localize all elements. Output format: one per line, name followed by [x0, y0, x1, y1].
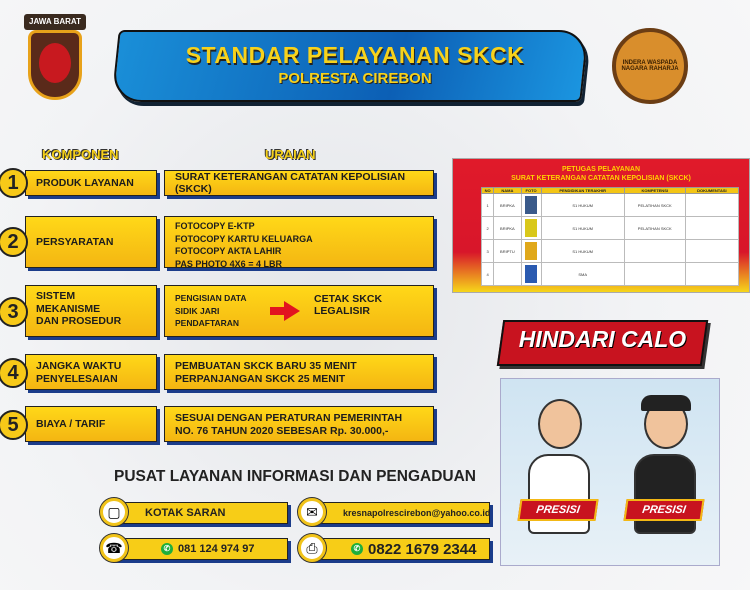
- uraian-2: FOTOCOPY E-KTP FOTOCOPY KARTU KELUARGA FOTOCOPY AKTA LAHIR PAS PHOTO 4X6 = 4 LBR: [164, 216, 434, 268]
- column-header-komponen: KOMPONEN: [42, 147, 119, 162]
- phone2-link[interactable]: 0822 1679 2344: [368, 540, 477, 558]
- table-row: 2 BRIPKA S1 HUKUM PELATIHAN SKCK: [482, 217, 739, 240]
- telephone-icon: ☎: [100, 534, 128, 562]
- whatsapp-icon: ✆: [351, 543, 363, 555]
- arrow-right-icon: [270, 301, 300, 321]
- row-number-2: 2: [0, 227, 28, 257]
- officers-table: NO NAMA FOTO PENDIDIKAN TERAKHIR KOMPETENSI DOKUMENTASI 1 BRIPKA S1 HUKUM PELATIHAN SKCK 2 BRIPKA S1 HUKUM PELATIHAN SKCK 3 BRIPTU S1 HUKUM 4 SMA: [481, 187, 739, 286]
- officer-photo: [525, 242, 537, 260]
- uraian-5: SESUAI DENGAN PERATURAN PEMERINTAH NO. 76 TAHUN 2020 SEBESAR Rp. 30.000,-: [164, 406, 434, 442]
- satlantas-seal-logo-icon: INDERA WASPADA NAGARA RAHARJA: [612, 28, 688, 104]
- komponen-2: PERSYARATAN: [25, 216, 157, 268]
- row-number-5: 5: [0, 410, 28, 440]
- officer-photo: [525, 265, 537, 283]
- officers-title: PETUGAS PELAYANAN: [561, 166, 641, 173]
- column-header-uraian: URAIAN: [265, 147, 316, 162]
- hindari-calo-text: HINDARI CALO: [518, 326, 687, 352]
- komponen-4: JANGKA WAKTU PENYELESAIAN: [25, 354, 157, 390]
- kotak-saran-pill: KOTAK SARAN: [108, 502, 288, 524]
- uraian-1: SURAT KETERANGAN CATATAN KEPOLISIAN (SKCK): [164, 170, 434, 196]
- page-subtitle: POLRESTA CIREBON: [278, 70, 432, 87]
- contact-section-title: PUSAT LAYANAN INFORMASI DAN PENGADUAN: [114, 468, 476, 485]
- phone1-pill: [108, 538, 288, 560]
- komponen-5: BIAYA / TARIF: [25, 406, 157, 442]
- fax-icon: ⎙: [298, 534, 326, 562]
- table-row: 3 BRIPTU S1 HUKUM: [482, 240, 739, 263]
- row-number-3: 3: [0, 297, 28, 327]
- table-row: 4 SMA: [482, 263, 739, 286]
- row-number-4: 4: [0, 358, 28, 388]
- email-link[interactable]: kresnapolrescirebon@yahoo.co.id: [343, 508, 491, 518]
- phone2-pill: [306, 538, 490, 560]
- row-number-1: 1: [0, 168, 28, 198]
- officers-board: [452, 158, 750, 293]
- komponen-3: SISTEM MEKANISME DAN PROSEDUR: [25, 285, 157, 337]
- suggestion-box-icon: ▢: [100, 498, 128, 526]
- page-title: STANDAR PELAYANAN SKCK: [185, 42, 525, 68]
- table-row: 1 BRIPKA S1 HUKUM PELATIHAN SKCK: [482, 194, 739, 217]
- police-mascot-icon: PRESISI: [629, 399, 699, 549]
- phone1-link[interactable]: 081 124 974 97: [178, 543, 255, 555]
- whatsapp-icon: ✆: [161, 543, 173, 555]
- uraian-3: PENGISIAN DATA SIDIK JARI PENDAFTARAN CETAK SKCK LEGALISIR: [164, 285, 434, 337]
- officers-subtitle: SURAT KETERANGAN CATATAN KEPOLISIAN (SKCK): [511, 175, 691, 182]
- officer-photo: [525, 196, 537, 214]
- police-shield-logo-icon: [28, 30, 82, 100]
- presisi-mascots-panel: [500, 378, 720, 566]
- email-pill: [306, 502, 490, 524]
- officer-photo: [525, 219, 537, 237]
- mail-icon: ✉: [298, 498, 326, 526]
- komponen-1: PRODUK LAYANAN: [25, 170, 157, 196]
- jawa-barat-label: JAWA BARAT: [24, 14, 86, 30]
- civilian-mascot-icon: PRESISI: [523, 399, 593, 549]
- uraian-4: PEMBUATAN SKCK BARU 35 MENIT PERPANJANGAN SKCK 25 MENIT: [164, 354, 434, 390]
